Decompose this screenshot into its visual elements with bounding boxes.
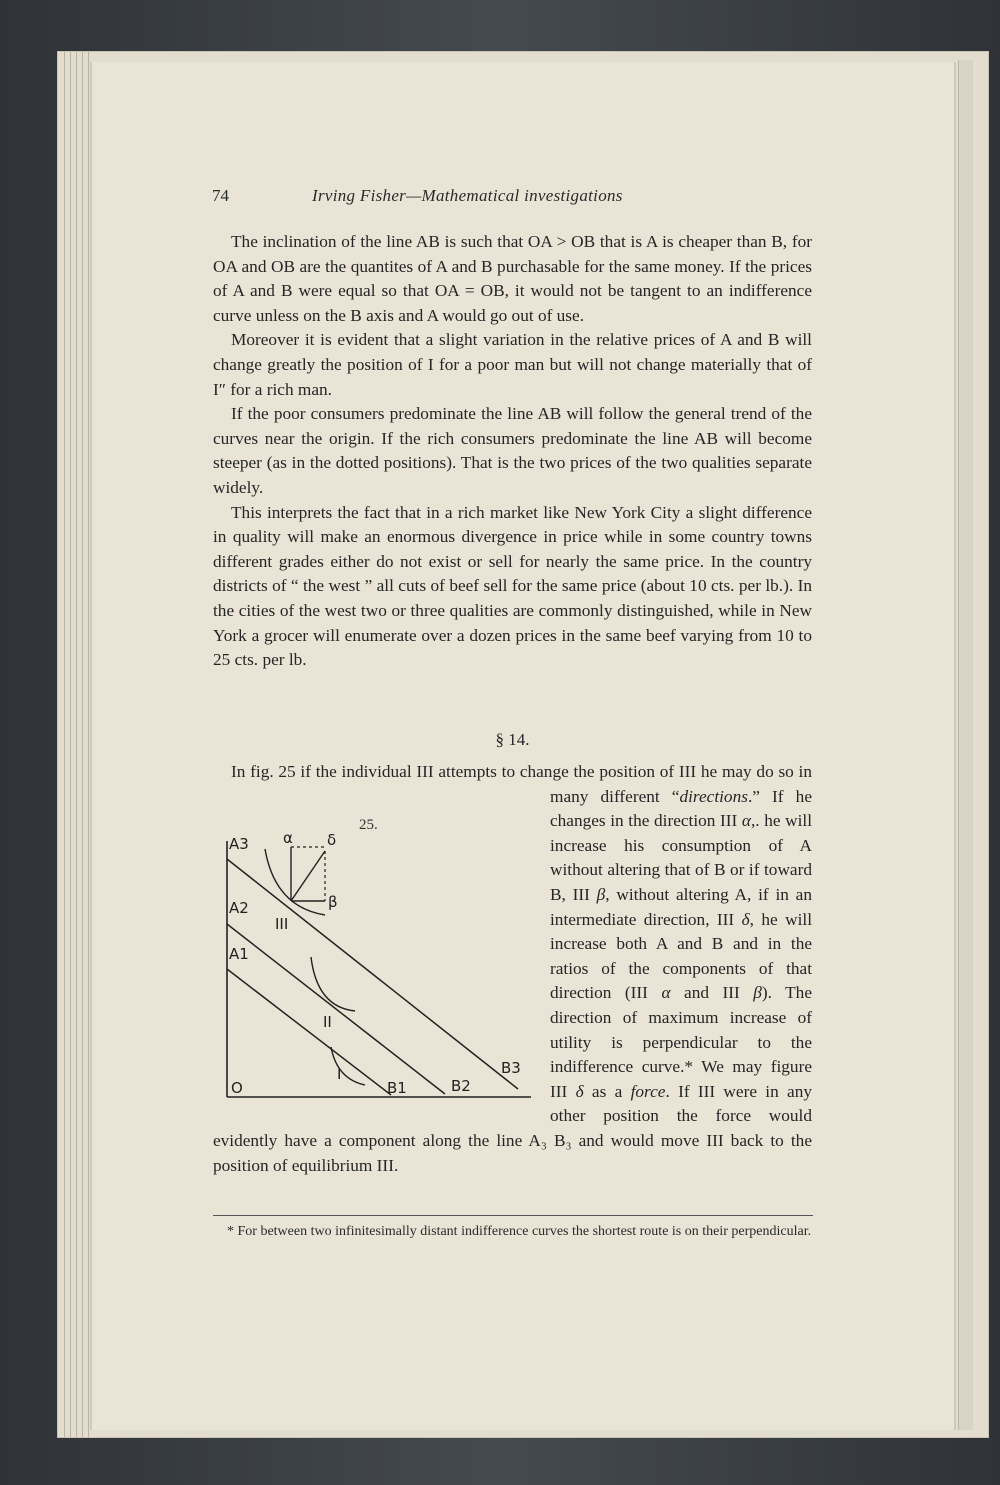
label-o: O	[231, 1078, 243, 1097]
greek-symbol: δ	[741, 909, 750, 929]
figure-25	[213, 787, 538, 1107]
paragraph: The inclination of the line AB is such that OA > OB that is A is cheaper than B, for OA and OB are the quantites of A and B purchasable for the same money. If the prices of A and B were equal so that OA = OB, it would not be tangent to an indifference curve unless on the B axis and A would go out of use.	[213, 232, 812, 325]
greek-symbol: α	[661, 983, 671, 1003]
text-run: , without altering A, if in an intermediate direction, III	[550, 884, 812, 929]
text-run: . If III were in any other position the force would evidently have a component along the line A₃ B₃ and would move III back to the position of equilibrium III.	[213, 1081, 812, 1175]
section-heading: § 14.	[495, 730, 530, 749]
arrow-delta	[291, 851, 325, 901]
text-run: .” If he changes in the direction III	[550, 786, 812, 831]
footnote-text: * For between two infinitesimally distant indifference curves the shortest route is on their perpendicular.	[227, 1224, 812, 1239]
paragraph: This interprets the fact that in a rich market like New York City a slight difference in quality will make an enormous divergence in price while in some country towns different grades either do not exist or sell for nearly the same price. In the country districts of “ the west ” all cuts of beef sell for the same price (about 10 cts. per lb.). In the cities of the west two or three qualities are commonly distinguished, while in New York a grocer will enumerate over a dozen prices in the same beef varying from 10 to 25 cts. per lb.	[213, 502, 812, 670]
emphasis: directions	[679, 786, 748, 806]
label-i: I	[337, 1064, 342, 1083]
body-text	[213, 230, 812, 673]
text-run: , he will increase both A and B and in the ratios of the components of that direction (III	[550, 909, 812, 1003]
footnote-rule	[213, 1215, 813, 1216]
label-beta: β	[328, 892, 338, 911]
page-number: 74	[212, 186, 229, 205]
emphasis: force	[630, 1081, 666, 1101]
text-run: In fig. 25 if the individual III attempts to change the position of III he may do so in many different “	[231, 762, 812, 806]
footnote	[213, 1222, 817, 1242]
label-b1: B1	[387, 1078, 407, 1097]
text-run: and III	[670, 983, 754, 1003]
label-b3: B3	[501, 1058, 521, 1077]
figure-number: 25.	[359, 816, 378, 833]
text-run: ). The direction of maximum increase of utility is perpendicular to the indifference curve.* We may figure III	[550, 983, 812, 1101]
paragraph: If the poor consumers predominate the line AB will follow the general trend of the curves near the origin. If the rich consumers predominate the line AB will become steeper (as in the dotted positions). That is the two prices of the two qualities separate widely.	[213, 404, 812, 497]
text-run: as a	[583, 1081, 631, 1101]
label-iii: III	[275, 914, 289, 933]
paragraph: Moreover it is evident that a slight variation in the relative prices of A and B will change greatly the position of I for a poor man but will not change materially that of I″ for a rich man.	[213, 330, 812, 399]
label-a1: A1	[229, 944, 249, 963]
indifference-curve-iii	[265, 849, 325, 915]
indifference-curve-ii	[311, 957, 355, 1011]
section-body	[213, 760, 812, 1178]
figure-diagram	[213, 829, 533, 1109]
label-a2: A2	[229, 898, 249, 917]
line-a2-b2	[227, 924, 445, 1094]
right-page-edge	[958, 60, 973, 1430]
running-header	[212, 186, 812, 212]
label-ii: II	[323, 1012, 332, 1031]
label-a3: A3	[229, 834, 249, 853]
greek-symbol: α	[741, 811, 751, 831]
label-b2: B2	[451, 1076, 471, 1095]
paragraph	[213, 760, 812, 1178]
greek-symbol: β	[596, 884, 606, 904]
label-alpha: α	[283, 828, 293, 847]
label-delta: δ	[327, 830, 337, 849]
text-run: ,. he will increase his consumption of A without altering that of B or if toward B, III	[550, 811, 812, 904]
greek-symbol: β	[753, 983, 762, 1003]
running-title: Irving Fisher—Mathematical investigations	[312, 186, 623, 205]
line-a3-b3	[227, 859, 518, 1089]
greek-symbol: δ	[575, 1081, 584, 1101]
